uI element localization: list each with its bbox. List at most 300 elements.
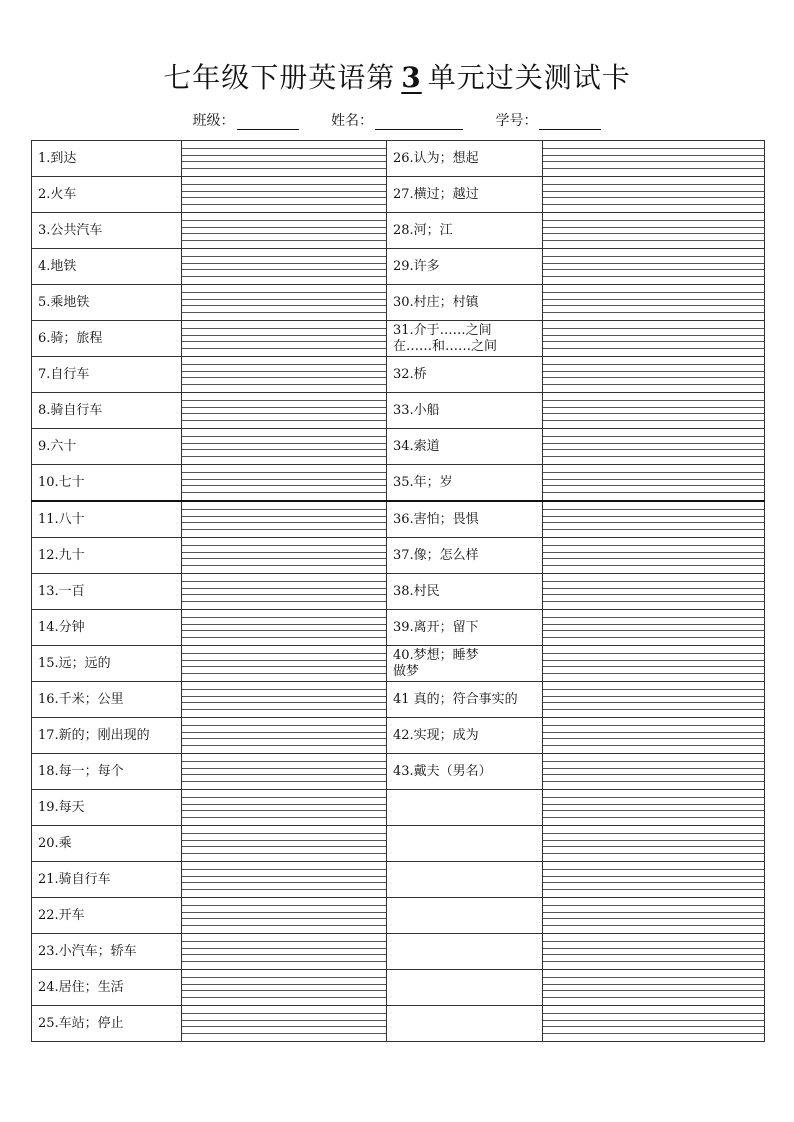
name-blank[interactable]	[375, 115, 463, 130]
right-answer-cell[interactable]	[543, 934, 765, 970]
left-prompt-text: 7.自行车	[38, 366, 90, 382]
left-prompt-cell	[32, 934, 182, 970]
writing-line	[543, 155, 764, 156]
table-row	[32, 357, 765, 393]
left-answer-cell[interactable]	[182, 862, 387, 898]
table-row	[32, 501, 765, 538]
writing-line	[543, 732, 764, 733]
right-answer-cell[interactable]	[543, 790, 765, 826]
writing-lines[interactable]	[182, 502, 386, 537]
writing-line	[543, 233, 764, 234]
writing-lines[interactable]	[182, 610, 386, 645]
writing-lines[interactable]	[543, 321, 764, 356]
writing-line	[543, 961, 764, 962]
right-prompt-cell	[387, 177, 543, 213]
writing-line	[543, 977, 764, 978]
writing-line	[182, 709, 386, 710]
writing-line	[182, 558, 386, 559]
left-prompt-text: 11.八十	[38, 511, 85, 527]
writing-lines[interactable]	[182, 465, 386, 500]
writing-lines[interactable]	[543, 718, 764, 753]
right-answer-cell[interactable]	[543, 898, 765, 934]
writing-line	[182, 371, 386, 372]
right-prompt-text: 30.村庄；村镇	[393, 294, 479, 310]
left-prompt-text: 13.一百	[38, 583, 85, 599]
writing-line	[543, 545, 764, 546]
writing-line	[543, 673, 764, 674]
right-prompt-cell	[387, 574, 543, 610]
writing-line	[182, 673, 386, 674]
left-answer-cell[interactable]	[182, 970, 387, 1006]
left-prompt-cell	[32, 465, 182, 502]
unit-number: 3	[401, 61, 422, 94]
right-answer-cell[interactable]	[543, 393, 765, 429]
left-answer-cell[interactable]	[182, 718, 387, 754]
writing-line	[182, 516, 386, 517]
writing-line	[182, 797, 386, 798]
writing-line	[543, 660, 764, 661]
writing-line	[182, 276, 386, 277]
right-answer-cell[interactable]	[543, 646, 765, 682]
writing-lines[interactable]	[543, 502, 764, 537]
writing-lines[interactable]	[182, 357, 386, 392]
right-prompt-text: 39.离开；留下	[393, 619, 479, 635]
left-prompt-cell	[32, 213, 182, 249]
writing-line	[182, 653, 386, 654]
writing-lines[interactable]	[182, 213, 386, 248]
writing-line	[543, 1033, 764, 1034]
left-prompt-text: 6.骑；旅程	[38, 330, 103, 346]
right-prompt-text: 40.梦想；睡梦 做梦	[393, 647, 479, 679]
right-answer-cell[interactable]	[543, 249, 765, 285]
right-prompt-cell	[387, 429, 543, 465]
table-row	[32, 249, 765, 285]
writing-line	[543, 269, 764, 270]
writing-lines[interactable]	[543, 141, 764, 176]
left-prompt-cell	[32, 249, 182, 285]
right-answer-cell[interactable]	[543, 141, 765, 177]
writing-line	[543, 1020, 764, 1021]
writing-line	[543, 299, 764, 300]
writing-line	[543, 833, 764, 834]
writing-line	[182, 846, 386, 847]
writing-line	[182, 997, 386, 998]
left-answer-cell[interactable]	[182, 285, 387, 321]
writing-line	[182, 666, 386, 667]
vocabulary-table	[31, 140, 764, 1042]
writing-line	[182, 565, 386, 566]
writing-lines[interactable]	[182, 285, 386, 320]
writing-line	[543, 364, 764, 365]
table-row	[32, 285, 765, 321]
left-prompt-text: 9.六十	[38, 438, 77, 454]
writing-line	[182, 384, 386, 385]
writing-line	[543, 558, 764, 559]
writing-line	[182, 545, 386, 546]
writing-line	[543, 204, 764, 205]
writing-line	[543, 420, 764, 421]
writing-line	[182, 240, 386, 241]
table-row	[32, 754, 765, 790]
writing-line	[182, 335, 386, 336]
writing-line	[182, 1020, 386, 1021]
left-answer-cell[interactable]	[182, 357, 387, 393]
writing-lines[interactable]	[182, 249, 386, 284]
left-prompt-cell	[32, 538, 182, 574]
writing-lines[interactable]	[182, 934, 386, 969]
left-prompt-cell	[32, 285, 182, 321]
left-prompt-cell	[32, 357, 182, 393]
right-prompt-text: 38.村民	[393, 583, 440, 599]
right-prompt-text: 42.实现；成为	[393, 727, 479, 743]
writing-line	[543, 472, 764, 473]
right-answer-cell[interactable]	[543, 862, 765, 898]
right-prompt-text: 36.害怕；畏惧	[393, 511, 479, 527]
left-prompt-cell	[32, 393, 182, 429]
writing-lines[interactable]	[182, 1006, 386, 1041]
writing-line	[543, 653, 764, 654]
right-prompt-text: 43.戴夫（男名）	[393, 763, 492, 779]
writing-line	[182, 529, 386, 530]
left-answer-cell[interactable]	[182, 682, 387, 718]
writing-line	[182, 155, 386, 156]
table-row	[32, 862, 765, 898]
writing-lines[interactable]	[182, 862, 386, 897]
writing-line	[182, 191, 386, 192]
writing-line	[182, 1013, 386, 1014]
writing-line	[182, 918, 386, 919]
title-suffix: 单元过关测试卡	[427, 61, 631, 94]
left-prompt-text: 20.乘	[38, 835, 72, 851]
right-answer-cell[interactable]	[543, 1006, 765, 1042]
writing-lines[interactable]	[182, 898, 386, 933]
right-prompt-cell	[387, 141, 543, 177]
writing-line	[182, 420, 386, 421]
right-answer-cell[interactable]	[543, 213, 765, 249]
writing-lines[interactable]	[543, 357, 764, 392]
writing-lines[interactable]	[543, 538, 764, 573]
writing-line	[182, 492, 386, 493]
writing-lines[interactable]	[543, 213, 764, 248]
left-prompt-cell	[32, 970, 182, 1006]
table-row	[32, 646, 765, 682]
left-answer-cell[interactable]	[182, 934, 387, 970]
writing-line	[543, 810, 764, 811]
left-prompt-text: 3.公共汽车	[38, 222, 103, 238]
writing-line	[182, 810, 386, 811]
right-prompt-cell	[387, 790, 543, 826]
writing-line	[182, 804, 386, 805]
left-answer-cell[interactable]	[182, 610, 387, 646]
left-answer-cell[interactable]	[182, 538, 387, 574]
writing-line	[543, 1013, 764, 1014]
student-id-label: 学号：	[495, 113, 538, 129]
left-answer-cell[interactable]	[182, 898, 387, 934]
writing-line	[543, 449, 764, 450]
right-prompt-cell	[387, 465, 543, 502]
student-id-field	[495, 110, 601, 130]
writing-line	[543, 804, 764, 805]
writing-line	[182, 882, 386, 883]
right-prompt-cell	[387, 970, 543, 1006]
writing-lines[interactable]	[182, 538, 386, 573]
writing-lines[interactable]	[543, 646, 764, 681]
left-answer-cell[interactable]	[182, 249, 387, 285]
writing-lines[interactable]	[543, 249, 764, 284]
right-answer-cell[interactable]	[543, 538, 765, 574]
right-prompt-text: 41 真的；符合事实的	[393, 691, 518, 707]
writing-lines[interactable]	[543, 465, 764, 500]
writing-line	[182, 761, 386, 762]
student-info-row	[0, 110, 794, 130]
writing-line	[543, 161, 764, 162]
writing-lines[interactable]	[182, 718, 386, 753]
right-prompt-text: 37.像；怎么样	[393, 547, 479, 563]
writing-line	[182, 1026, 386, 1027]
left-prompt-text: 17.新的；刚出现的	[38, 727, 150, 743]
right-prompt-text: 34.索道	[393, 438, 440, 454]
writing-lines[interactable]	[182, 682, 386, 717]
writing-line	[543, 305, 764, 306]
writing-line	[543, 522, 764, 523]
writing-line	[543, 168, 764, 169]
writing-line	[182, 853, 386, 854]
writing-line	[543, 709, 764, 710]
writing-line	[182, 456, 386, 457]
writing-line	[543, 509, 764, 510]
left-prompt-text: 2.火车	[38, 186, 77, 202]
writing-lines[interactable]	[543, 826, 764, 861]
writing-line	[543, 601, 764, 602]
right-answer-cell[interactable]	[543, 574, 765, 610]
writing-lines[interactable]	[543, 898, 764, 933]
writing-line	[182, 292, 386, 293]
writing-lines[interactable]	[182, 177, 386, 212]
right-answer-cell[interactable]	[543, 501, 765, 538]
right-answer-cell[interactable]	[543, 610, 765, 646]
right-answer-cell[interactable]	[543, 429, 765, 465]
right-prompt-cell	[387, 826, 543, 862]
writing-lines[interactable]	[543, 177, 764, 212]
writing-lines[interactable]	[543, 682, 764, 717]
writing-line	[543, 954, 764, 955]
writing-line	[543, 371, 764, 372]
writing-lines[interactable]	[543, 429, 764, 464]
writing-line	[543, 702, 764, 703]
writing-line	[182, 954, 386, 955]
left-answer-cell[interactable]	[182, 429, 387, 465]
right-prompt-cell	[387, 862, 543, 898]
right-answer-cell[interactable]	[543, 682, 765, 718]
writing-line	[182, 364, 386, 365]
writing-line	[182, 204, 386, 205]
left-answer-cell[interactable]	[182, 393, 387, 429]
writing-line	[543, 781, 764, 782]
right-prompt-text: 28.河；江	[393, 222, 453, 238]
writing-line	[182, 617, 386, 618]
writing-line	[543, 407, 764, 408]
writing-lines[interactable]	[543, 754, 764, 789]
table-row	[32, 898, 765, 934]
right-answer-cell[interactable]	[543, 465, 765, 502]
writing-line	[182, 197, 386, 198]
writing-line	[543, 761, 764, 762]
writing-line	[182, 948, 386, 949]
writing-line	[543, 328, 764, 329]
right-answer-cell[interactable]	[543, 321, 765, 357]
writing-lines[interactable]	[543, 1006, 764, 1041]
writing-line	[543, 565, 764, 566]
right-answer-cell[interactable]	[543, 177, 765, 213]
writing-line	[182, 984, 386, 985]
left-answer-cell[interactable]	[182, 177, 387, 213]
writing-line	[543, 817, 764, 818]
writing-line	[543, 335, 764, 336]
title-prefix: 七年级下册英语第	[163, 61, 396, 94]
writing-line	[543, 348, 764, 349]
writing-lines[interactable]	[543, 574, 764, 609]
writing-line	[182, 977, 386, 978]
left-prompt-cell	[32, 501, 182, 538]
left-answer-cell[interactable]	[182, 213, 387, 249]
writing-line	[543, 377, 764, 378]
writing-line	[543, 689, 764, 690]
left-answer-cell[interactable]	[182, 790, 387, 826]
writing-line	[182, 443, 386, 444]
writing-line	[182, 912, 386, 913]
writing-line	[543, 797, 764, 798]
class-blank[interactable]	[237, 115, 299, 130]
writing-line	[182, 601, 386, 602]
table-row	[32, 826, 765, 862]
left-prompt-text: 22.开车	[38, 907, 85, 923]
writing-line	[543, 148, 764, 149]
table-row	[32, 574, 765, 610]
writing-line	[182, 341, 386, 342]
left-answer-cell[interactable]	[182, 574, 387, 610]
table-row	[32, 934, 765, 970]
writing-line	[543, 588, 764, 589]
right-prompt-cell	[387, 501, 543, 538]
left-answer-cell[interactable]	[182, 321, 387, 357]
writing-line	[543, 341, 764, 342]
writing-lines[interactable]	[182, 321, 386, 356]
writing-line	[182, 990, 386, 991]
writing-line	[543, 905, 764, 906]
table-row	[32, 610, 765, 646]
writing-line	[543, 948, 764, 949]
writing-line	[543, 400, 764, 401]
left-prompt-cell	[32, 141, 182, 177]
writing-line	[182, 328, 386, 329]
writing-line	[182, 637, 386, 638]
writing-line	[182, 227, 386, 228]
left-answer-cell[interactable]	[182, 1006, 387, 1042]
left-answer-cell[interactable]	[182, 465, 387, 502]
left-prompt-cell	[32, 862, 182, 898]
writing-lines[interactable]	[182, 141, 386, 176]
writing-line	[543, 456, 764, 457]
writing-line	[543, 516, 764, 517]
writing-line	[182, 840, 386, 841]
name-field	[331, 110, 463, 130]
table-row	[32, 790, 765, 826]
writing-line	[543, 492, 764, 493]
right-answer-cell[interactable]	[543, 970, 765, 1006]
writing-line	[543, 630, 764, 631]
writing-line	[182, 889, 386, 890]
table-row	[32, 1006, 765, 1042]
left-answer-cell[interactable]	[182, 754, 387, 790]
student-id-blank[interactable]	[539, 115, 601, 130]
left-prompt-text: 15.远；远的	[38, 655, 111, 671]
writing-lines[interactable]	[543, 862, 764, 897]
table-row	[32, 718, 765, 754]
right-answer-cell[interactable]	[543, 718, 765, 754]
right-prompt-cell	[387, 754, 543, 790]
writing-lines[interactable]	[543, 970, 764, 1005]
left-answer-cell[interactable]	[182, 826, 387, 862]
writing-line	[543, 552, 764, 553]
writing-lines[interactable]	[543, 285, 764, 320]
left-prompt-cell	[32, 754, 182, 790]
writing-lines[interactable]	[182, 970, 386, 1005]
writing-lines[interactable]	[182, 790, 386, 825]
writing-line	[543, 918, 764, 919]
writing-lines[interactable]	[182, 393, 386, 428]
writing-lines[interactable]	[543, 610, 764, 645]
right-answer-cell[interactable]	[543, 826, 765, 862]
right-answer-cell[interactable]	[543, 285, 765, 321]
writing-lines[interactable]	[182, 826, 386, 861]
table-row	[32, 429, 765, 465]
right-prompt-text: 26.认为；想起	[393, 150, 479, 166]
writing-lines[interactable]	[182, 646, 386, 681]
writing-line	[543, 624, 764, 625]
writing-line	[543, 617, 764, 618]
table-row	[32, 682, 765, 718]
writing-line	[182, 876, 386, 877]
writing-line	[182, 925, 386, 926]
writing-lines[interactable]	[543, 393, 764, 428]
writing-line	[182, 269, 386, 270]
writing-line	[182, 817, 386, 818]
left-prompt-text: 19.每天	[38, 799, 85, 815]
writing-line	[182, 696, 386, 697]
writing-line	[543, 912, 764, 913]
table-row	[32, 321, 765, 357]
writing-line	[182, 263, 386, 264]
left-answer-cell[interactable]	[182, 646, 387, 682]
writing-lines[interactable]	[182, 574, 386, 609]
writing-line	[543, 997, 764, 998]
writing-lines[interactable]	[182, 429, 386, 464]
writing-lines[interactable]	[182, 754, 386, 789]
right-answer-cell[interactable]	[543, 754, 765, 790]
right-answer-cell[interactable]	[543, 357, 765, 393]
writing-line	[543, 197, 764, 198]
writing-line	[543, 774, 764, 775]
writing-lines[interactable]	[543, 934, 764, 969]
left-answer-cell[interactable]	[182, 501, 387, 538]
writing-lines[interactable]	[543, 790, 764, 825]
writing-line	[182, 413, 386, 414]
left-answer-cell[interactable]	[182, 141, 387, 177]
writing-line	[182, 738, 386, 739]
writing-line	[182, 407, 386, 408]
writing-line	[543, 292, 764, 293]
left-prompt-cell	[32, 177, 182, 213]
